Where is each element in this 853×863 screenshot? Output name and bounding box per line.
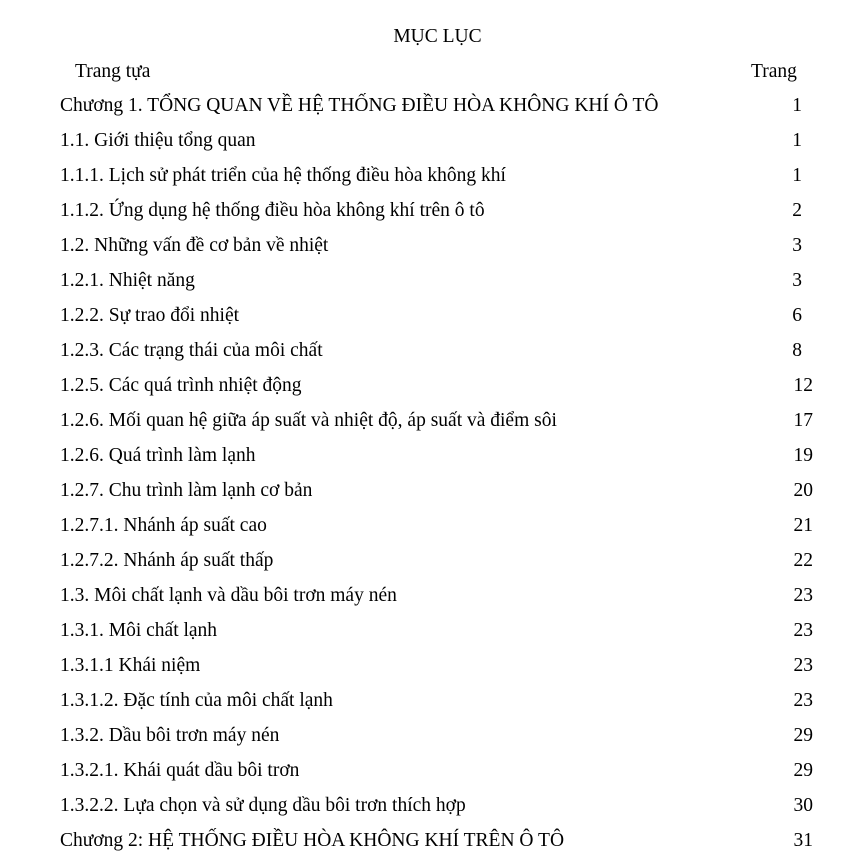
toc-entry <box>0 723 853 758</box>
toc-entry-page: 8 <box>792 340 802 361</box>
toc-entry <box>0 793 853 828</box>
toc-entry <box>0 338 853 373</box>
toc-entry-label: 1.3. Môi chất lạnh và dầu bôi trơn máy nén <box>60 585 397 606</box>
toc-entry-label: 1.1. Giới thiệu tổng quan <box>60 130 256 151</box>
toc-entry <box>0 373 853 408</box>
toc-entry-label: 1.3.1. Môi chất lạnh <box>60 620 218 641</box>
toc-header-page: Trang <box>751 61 797 82</box>
toc-entry-page: 3 <box>792 235 802 256</box>
toc-entry-page: 22 <box>793 550 813 571</box>
toc-entry <box>0 583 853 618</box>
toc-entry <box>0 408 853 443</box>
toc-header-preface: Trang tựa <box>75 61 151 82</box>
toc-entry-label: 1.3.2. Dầu bôi trơn máy nén <box>60 725 280 746</box>
toc-entry-page: 23 <box>793 620 813 641</box>
toc-entry-page: 1 <box>792 165 802 186</box>
toc-entry-label: 1.3.1.2. Đặc tính của môi chất lạnh <box>60 690 333 711</box>
toc-entry-page: 21 <box>793 515 813 536</box>
toc-entry-label: Chương 2: HỆ THỐNG ĐIỀU HÒA KHÔNG KHÍ TRÊN Ô TÔ <box>60 830 565 851</box>
toc-entry <box>0 828 853 863</box>
toc-entry-page: 3 <box>792 270 802 291</box>
toc-entry-page: 23 <box>793 585 813 606</box>
toc-entry <box>0 548 853 583</box>
toc-list <box>0 93 853 863</box>
toc-entry <box>0 443 853 478</box>
toc-entry-label: 1.2.7.2. Nhánh áp suất thấp <box>60 550 274 571</box>
toc-entry-label: 1.3.2.2. Lựa chọn và sử dụng dầu bôi trơn thích hợp <box>60 795 466 816</box>
toc-entry-label: 1.1.1. Lịch sử phát triển của hệ thống điều hòa không khí <box>60 165 506 186</box>
toc-entry-label: 1.1.2. Ứng dụng hệ thống điều hòa không khí trên ô tô <box>60 200 485 221</box>
toc-entry-page: 20 <box>793 480 813 501</box>
toc-entry <box>0 618 853 653</box>
toc-entry <box>0 688 853 723</box>
toc-entry <box>0 653 853 688</box>
toc-entry <box>0 478 853 513</box>
toc-entry-page: 23 <box>793 655 813 676</box>
toc-entry-page: 29 <box>793 725 813 746</box>
toc-entry-page: 30 <box>793 795 813 816</box>
toc-entry <box>0 513 853 548</box>
toc-entry <box>0 128 853 163</box>
toc-entry-label: 1.2.6. Mối quan hệ giữa áp suất và nhiệt độ, áp suất và điểm sôi <box>60 410 557 431</box>
toc-entry <box>0 233 853 268</box>
toc-entry-page: 2 <box>792 200 802 221</box>
toc-title: MỤC LỤC <box>393 26 482 47</box>
toc-entry <box>0 303 853 338</box>
toc-entry-label: 1.3.1.1 Khái niệm <box>60 655 201 676</box>
toc-entry-page: 6 <box>792 305 802 326</box>
toc-entry-label: 1.2.6. Quá trình làm lạnh <box>60 445 256 466</box>
toc-entry-page: 12 <box>793 375 813 396</box>
toc-entry <box>0 163 853 198</box>
toc-entry-page: 1 <box>792 130 802 151</box>
toc-entry <box>0 93 853 128</box>
toc-entry-page: 1 <box>792 95 802 116</box>
toc-entry-label: 1.3.2.1. Khái quát dầu bôi trơn <box>60 760 300 781</box>
toc-entry-page: 19 <box>793 445 813 466</box>
toc-entry-label: 1.2.1. Nhiệt năng <box>60 270 195 291</box>
toc-entry-label: 1.2. Những vấn đề cơ bản về nhiệt <box>60 235 329 256</box>
toc-entry <box>0 268 853 303</box>
toc-entry-label: 1.2.7.1. Nhánh áp suất cao <box>60 515 267 536</box>
toc-entry <box>0 758 853 793</box>
toc-entry-label: Chương 1. TỔNG QUAN VỀ HỆ THỐNG ĐIỀU HÒA KHÔNG KHÍ Ô TÔ <box>60 95 659 116</box>
toc-entry-page: 17 <box>793 410 813 431</box>
toc-entry-label: 1.2.5. Các quá trình nhiệt động <box>60 375 302 396</box>
toc-entry-label: 1.2.3. Các trạng thái của môi chất <box>60 340 323 361</box>
toc-entry <box>0 198 853 233</box>
toc-entry-page: 23 <box>793 690 813 711</box>
toc-entry-label: 1.2.2. Sự trao đổi nhiệt <box>60 305 240 326</box>
toc-entry-page: 31 <box>793 830 813 851</box>
toc-entry-label: 1.2.7. Chu trình làm lạnh cơ bản <box>60 480 313 501</box>
toc-entry-page: 29 <box>793 760 813 781</box>
